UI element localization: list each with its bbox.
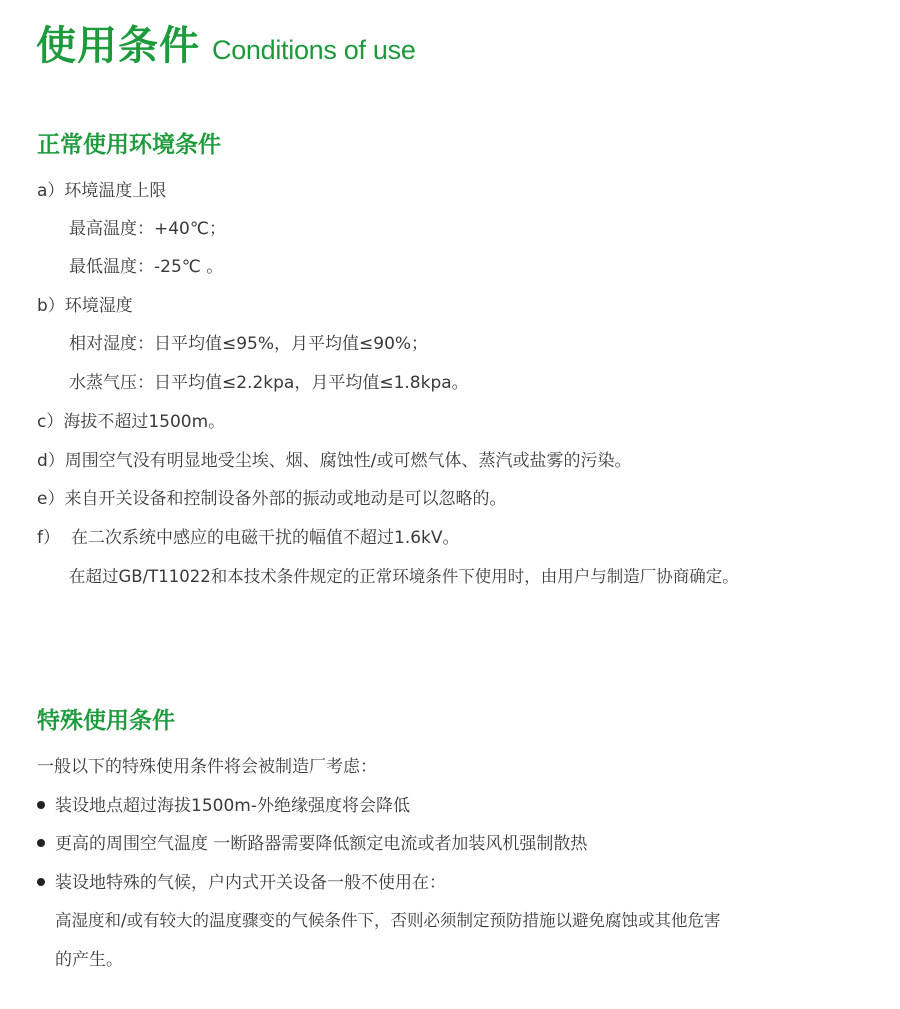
item-text: 海拔不超过1500m。 xyxy=(63,412,226,432)
list-item xyxy=(37,527,460,549)
list-item xyxy=(37,295,133,317)
page-title-english: Conditions of use xyxy=(212,35,416,65)
list-item xyxy=(37,488,506,510)
item-text: 水蒸气压：日平均值≤2.2kpa，月平均值≤1.8kpa。 xyxy=(69,373,469,393)
list-item xyxy=(37,180,166,202)
bullet-item xyxy=(37,872,446,894)
normal-conditions-heading: 正常使用环境条件 xyxy=(37,132,221,158)
special-conditions-heading: 特殊使用条件 xyxy=(37,708,175,734)
list-item xyxy=(69,333,428,355)
item-marker: b） xyxy=(37,296,65,316)
item-text: 最低温度：-25℃ 。 xyxy=(69,257,224,277)
item-marker: f） xyxy=(37,528,60,548)
continuation-text: 的产生。 xyxy=(55,950,123,970)
continuation-text: 高湿度和/或有较大的温度骤变的气候条件下，否则必须制定预防措施以避免腐蚀或其他危害 xyxy=(55,911,721,930)
page-header xyxy=(36,14,416,71)
item-text: 最高温度：+40℃； xyxy=(69,219,226,239)
item-text: 周围空气没有明显地受尘埃、烟、腐蚀性/或可燃气体、蒸汽或盐雾的污染。 xyxy=(64,451,632,471)
item-marker: d） xyxy=(37,451,65,471)
bullet-icon xyxy=(37,801,45,809)
list-item xyxy=(69,566,739,588)
item-marker: e） xyxy=(37,489,65,509)
item-text: 环境湿度 xyxy=(64,296,133,316)
list-item xyxy=(69,218,226,240)
bullet-item xyxy=(37,833,587,855)
bullet-item xyxy=(37,795,410,817)
page-title: 使用条件 xyxy=(36,23,200,69)
item-text: 来自开关设备和控制设备外部的振动或地动是可以忽略的。 xyxy=(64,489,507,509)
bullet-icon xyxy=(37,839,45,847)
list-item xyxy=(37,411,225,433)
item-text: 环境温度上限 xyxy=(64,181,167,201)
bullet-text: 装设地点超过海拔1500m-外绝缘强度将会降低 xyxy=(55,796,410,816)
item-text: 在二次系统中感应的电磁干扰的幅值不超过1.6kV。 xyxy=(71,528,460,548)
list-item xyxy=(69,256,223,278)
list-item xyxy=(69,372,469,394)
item-text: 相对湿度：日平均值≤95%，月平均值≤90%； xyxy=(69,334,429,354)
item-text: 在超过GB/T11022和本技术条件规定的正常环境条件下使用时，由用户与制造厂协商确定。 xyxy=(69,567,739,586)
item-marker: c） xyxy=(37,412,64,432)
list-item xyxy=(37,450,632,472)
item-marker: a） xyxy=(37,181,65,201)
special-intro: 一般以下的特殊使用条件将会被制造厂考虑： xyxy=(37,757,377,777)
bullet-text: 更高的周围空气温度 一断路器需要降低额定电流或者加装风机强制散热 xyxy=(55,834,588,854)
bullet-text: 装设地特殊的气候，户内式开关设备一般不使用在： xyxy=(55,873,446,893)
bullet-icon xyxy=(37,878,45,886)
